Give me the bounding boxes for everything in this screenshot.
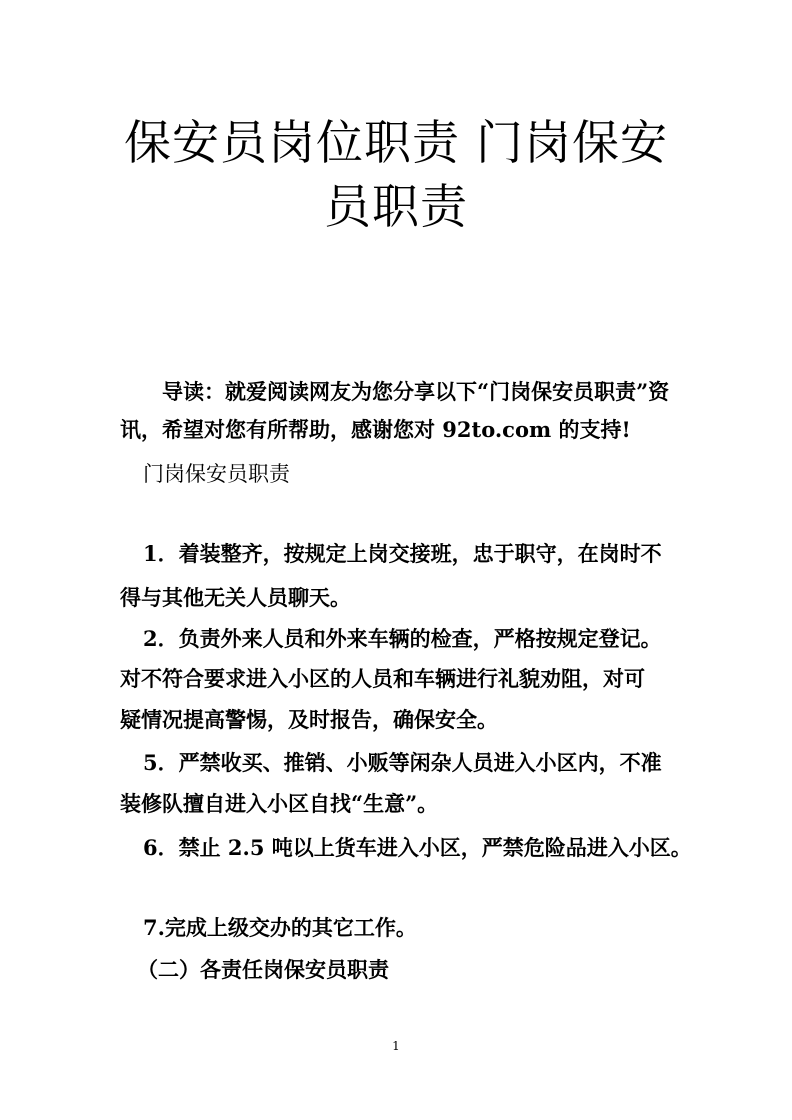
list-item: 5．严禁收买、推销、小贩等闲杂人员进入小区内，不准: [143, 750, 662, 775]
list-item: 装修队擅自进入小区自找“生意”。: [120, 791, 439, 816]
title-line-1: 保安员岗位职责 门岗保安: [124, 116, 668, 171]
list-item: 1．着装整齐，按规定上岗交接班，忠于职守，在岗时不: [143, 541, 662, 566]
list-item: 2．负责外来人员和外来车辆的检查，严格按规定登记。: [143, 626, 662, 651]
title-line-2: 员职责: [324, 180, 468, 235]
subsection-heading: （二）各责任岗保安员职责: [137, 957, 389, 982]
section-heading: 门岗保安员职责: [143, 462, 290, 486]
list-item: 疑情况提高警惕，及时报告，确保安全。: [120, 707, 498, 732]
page-number: 1: [392, 1039, 400, 1053]
list-item: 7.完成上级交办的其它工作。: [143, 915, 417, 940]
list-item: 得与其他无关人员聊天。: [120, 585, 351, 610]
list-item: 对不符合要求进入小区的人员和车辆进行礼貌劝阻，对可: [120, 666, 645, 691]
list-item: 6．禁止 2.5 吨以上货车进入小区，严禁危险品进入小区。: [143, 835, 692, 860]
intro-line-2: 讯，希望对您有所帮助，感谢您对 92to.com 的支持!: [120, 417, 631, 442]
intro-line-1: 导读：就爱阅读网友为您分享以下“门岗保安员职责”资: [162, 379, 670, 404]
